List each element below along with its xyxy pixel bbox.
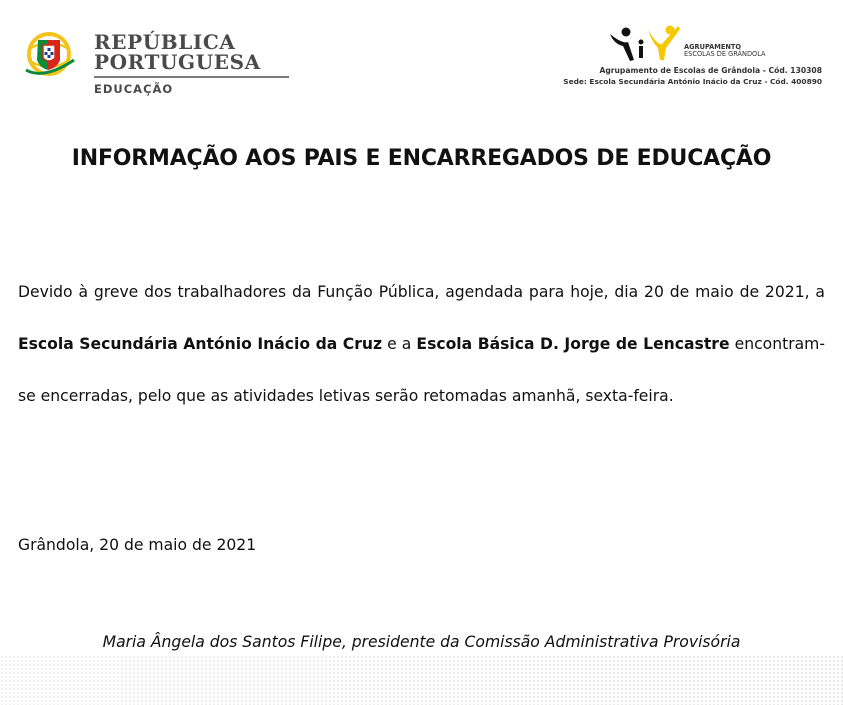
signature-line: Maria Ângela dos Santos Filipe, presidente da Comissão Administrativa Provisória xyxy=(102,633,741,651)
ministry-label: EDUCAÇÃO xyxy=(94,81,174,96)
paragraph-text-1: Devido à greve dos trabalhadores da Função Pública, agendada para hoje, dia 20 de maio de 2021, a xyxy=(18,283,825,301)
school-group-code: Agrupamento de Escolas de Grândola - Cód. 130308 xyxy=(599,66,822,75)
paragraph-text-3: encontram-se encerradas, pelo que as atividades letivas serão retomadas amanhã, sexta-feira. xyxy=(18,335,825,405)
government-header xyxy=(24,30,289,96)
notice-paragraph xyxy=(18,266,825,422)
divider xyxy=(94,76,289,78)
republic-label: REPÚBLICA xyxy=(94,30,236,54)
agrupamento-figures-logo xyxy=(608,24,680,64)
government-wordmark xyxy=(94,32,289,96)
logo-line-2: ESCOLAS DE GRÂNDOLA xyxy=(684,50,766,58)
logo-line-1: AGRUPAMENTO xyxy=(684,43,741,51)
paragraph-text-2: e a xyxy=(382,335,417,353)
portuguese-label: PORTUGUESA xyxy=(94,50,261,74)
place-and-date: Grândola, 20 de maio de 2021 xyxy=(18,536,257,554)
school-name-basic: Escola Básica D. Jorge de Lencastre xyxy=(416,335,730,353)
document-title: INFORMAÇÃO AOS PAIS E ENCARREGADOS DE EDUCAÇÃO xyxy=(71,146,772,171)
school-name-secondary: Escola Secundária António Inácio da Cruz xyxy=(18,335,383,353)
school-group-logo-text xyxy=(684,44,766,58)
school-group-header xyxy=(512,24,822,88)
decorative-dot-pattern xyxy=(0,655,843,705)
portuguese-coat-of-arms-icon xyxy=(24,30,78,78)
school-headquarters-code: Sede: Escola Secundária António Inácio da Cruz - Cód. 400890 xyxy=(563,77,822,86)
